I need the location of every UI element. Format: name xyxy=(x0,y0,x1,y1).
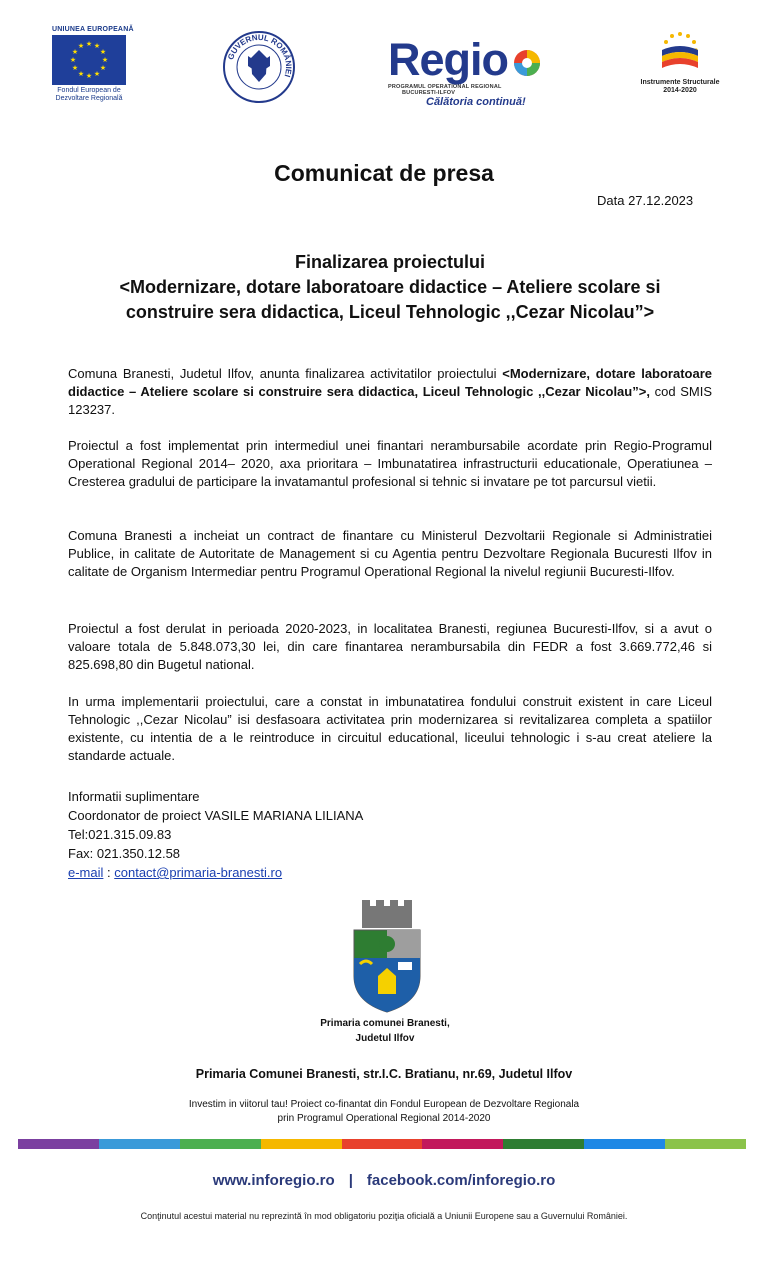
email-link[interactable]: contact@primaria-branesti.ro xyxy=(114,865,283,880)
contact-info xyxy=(68,787,363,882)
contact-fax: Fax: 021.350.12.58 xyxy=(68,846,181,861)
svg-text:★: ★ xyxy=(71,48,79,56)
stripe-segment xyxy=(180,1139,261,1149)
paragraph-funding: Proiectul a fost implementat prin intermediul unei finantari nerambursabile acordate prin Regio-Programul Operational Regional 2014– 2020, axa prioritara – Imbunatatirea infrastructurii educationale, Operatiunea – Cresterea gradului de participare la invatamantul profesional si tehnic si invatare pe tot parcursul vietii. xyxy=(68,438,712,489)
branesti-crest-icon xyxy=(350,898,424,1014)
page-title: Comunicat de presa xyxy=(274,160,494,186)
paragraph-budget: Proiectul a fost derulat in perioada 2020-2023, in localitatea Branesti, regiunea Bucuresti-Ilfov, si a avut o valoare totala de 5.848.073,30 lei, din care finantarea nerambursabila din FEDR a fost 3.669.772,46 si 825.698,80 din Bugetul national. xyxy=(68,621,712,672)
eu-logo-title: UNIUNEA EUROPEANĂ xyxy=(52,26,134,33)
svg-text:★: ★ xyxy=(93,70,101,78)
regio-tagline: Călătoria continuă! xyxy=(426,96,526,108)
svg-text:★: ★ xyxy=(93,42,101,50)
stripe-segment xyxy=(584,1139,665,1149)
regio-program-line: PROGRAMUL OPERATIONAL REGIONAL BUCURESTI-ILFOV xyxy=(388,84,502,96)
document-date: Data 27.12.2023 xyxy=(597,193,694,208)
stripe-segment xyxy=(422,1139,503,1149)
email-label-link[interactable]: e-mail xyxy=(68,865,104,880)
project-heading: Finalizarea proiectului <Modernizare, dotare laboratoare didactice – Ateliere scolare si construire sera didactica, Liceul Tehnologic ,,Cezar Nicolau”> xyxy=(119,252,661,322)
paragraph-intro: Comuna Branesti, Judetul Ilfov, anunta finalizarea activitatilor proiectului <Modernizare, dotare laboratoare didactice – Ateliere scolare si construire sera didactica, Liceul Tehnologic ,,Cezar Nicolau”>, cod SMIS 123237. xyxy=(68,366,713,417)
contact-email-row: e-mail : contact@primaria-branesti.ro xyxy=(68,865,283,880)
stripe-segment xyxy=(342,1139,423,1149)
web-links xyxy=(0,1172,768,1189)
structural-instruments-logo xyxy=(630,28,730,95)
eu-disclaimer: Conţinutul acestui material nu reprezintă în mod obligatoriu poziţia oficială a Uniunii Europene sau a Guvernului României. xyxy=(140,1211,628,1221)
eu-logo-subtitle: Fondul European de Dezvoltare Regională xyxy=(55,87,123,102)
svg-text:★: ★ xyxy=(99,64,107,72)
contact-heading: Informatii suplimentare xyxy=(68,789,200,804)
eu-logo xyxy=(52,26,134,103)
contact-coordinator: Coordonator de proiect VASILE MARIANA LILIANA xyxy=(68,808,364,823)
paragraph-outcome: In urma implementarii proiectului, care a constat in imbunatatirea fondului construit existent in care Liceul Tehnologic ,,Cezar Nicolau” isi desfasoara activitatea prin modernizarea si revitalizarea completa a spatiilor existente, cu intentia de a le reintroduce in circuitul educational, liceului tehnologic i s-au creat ateliere la standarde actuale. xyxy=(68,694,712,763)
color-stripe xyxy=(18,1136,746,1146)
townhall-address: Primaria Comunei Branesti, str.I.C. Bratianu, nr.69, Judetul Ilfov xyxy=(195,1067,573,1081)
paragraph-contract: Comuna Branesti a incheiat un contract de finantare cu Ministerul Dezvoltarii Regionale si Administratiei Publice, in calitate de Autoritate de Management si cu Agentia pentru Dezvoltare Regionala Bucuresti Ilfov in calitate de Organism Intermediar pentru Programul Operational Regional la nivelul regiunii Bucuresti-Ilfov. xyxy=(68,528,712,579)
cofinancing-note: Investim in viitorul tau! Proiect co-finantat din Fondul European de Dezvoltare Regionala prin Programul Operational Regional 2014-2020 xyxy=(188,1099,580,1124)
inforegio-website-link[interactable]: www.inforegio.ro xyxy=(212,1172,335,1189)
svg-text:GUVERNUL ROMÂNIEI: GUVERNUL ROMÂNIEI xyxy=(226,32,294,79)
structural-instruments-icon xyxy=(650,28,710,74)
svg-text:★: ★ xyxy=(71,64,79,72)
stripe-segment xyxy=(665,1139,746,1149)
facebook-link[interactable]: facebook.com/inforegio.ro xyxy=(366,1172,556,1189)
government-seal-icon xyxy=(222,30,296,104)
regio-logo xyxy=(388,34,548,108)
svg-text:★: ★ xyxy=(77,70,85,78)
svg-text:★: ★ xyxy=(77,42,85,50)
svg-text:★: ★ xyxy=(101,56,109,64)
svg-text:★: ★ xyxy=(85,40,93,48)
regio-color-wheel-icon xyxy=(512,48,542,78)
stripe-segment xyxy=(18,1139,99,1149)
svg-text:★: ★ xyxy=(85,72,93,80)
link-separator: | xyxy=(348,1172,353,1189)
svg-text:★: ★ xyxy=(99,48,107,56)
eu-flag-icon xyxy=(52,35,126,85)
stripe-segment xyxy=(503,1139,584,1149)
svg-text:★: ★ xyxy=(69,56,77,64)
stripe-segment xyxy=(261,1139,342,1149)
stripe-segment xyxy=(99,1139,180,1149)
regio-wordmark: Regio xyxy=(388,34,509,85)
contact-tel: Tel:021.315.09.83 xyxy=(68,827,172,842)
crest-caption: Primaria comunei Branesti, Judetul Ilfov xyxy=(320,1018,450,1044)
structural-instruments-caption: Instrumente Structurale 2014-2020 xyxy=(640,79,720,94)
